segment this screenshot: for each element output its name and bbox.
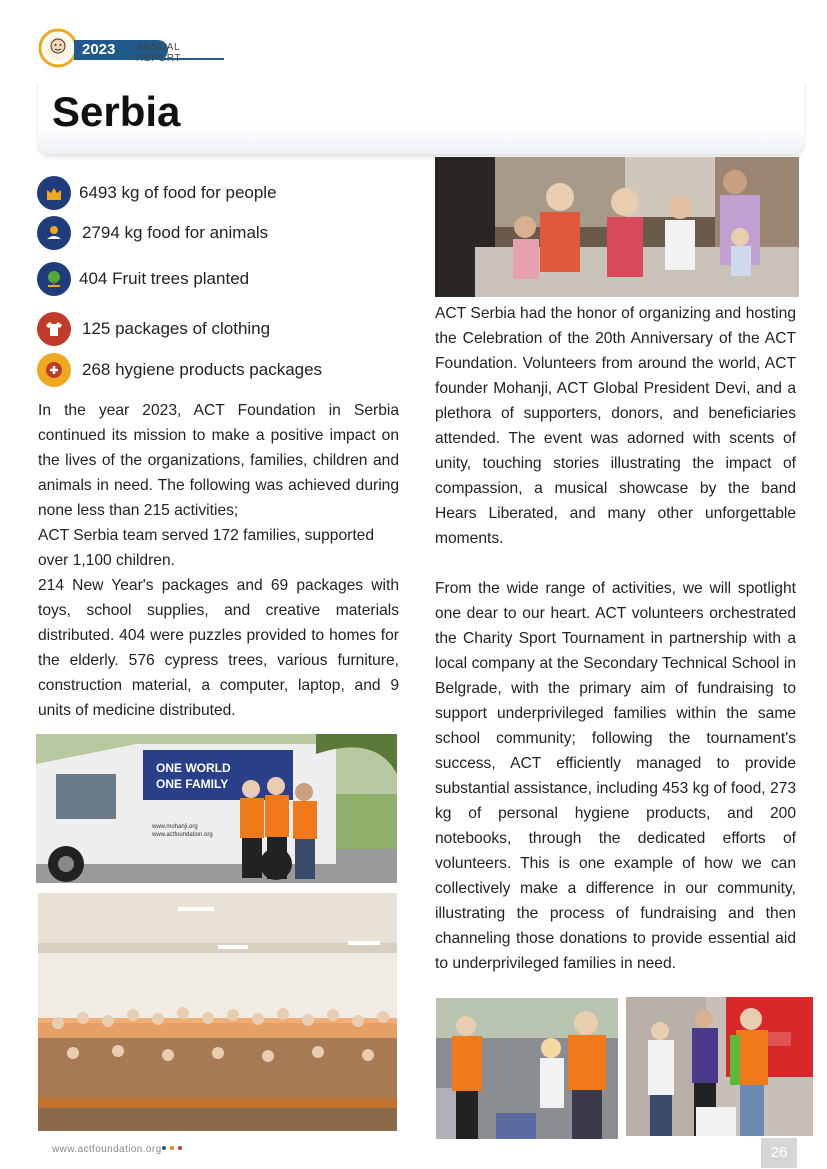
photo-volunteers-street	[436, 998, 618, 1139]
page-title: Serbia	[52, 88, 181, 135]
clothing-icon	[37, 312, 71, 346]
animal-food-icon	[37, 216, 71, 250]
paragraph: In the year 2023, ACT Foundation in Serbia continued its mission to make a positive impact on the lives of the organizations, families, children and animals in need. The following was achieved during none less than 215 activities;	[38, 402, 399, 519]
stat-hygiene	[37, 353, 322, 387]
footer-dot	[162, 1146, 166, 1150]
paragraph: ACT Serbia had the honor of organizing and hosting the Celebration of the 20th Anniversary of the ACT Foundation. Volunteers from around the world, ACT founder Mohanji, ACT Global President Devi, and a plethora of supporters, donors, and beneficiaries attended. The event was adorned with scents of unity, touching stories illustrating the impact of compassion, a musical showcase by the band Hears Liberated, and many other unforgettable moments.	[435, 305, 796, 547]
footer-dot	[178, 1146, 182, 1150]
paragraph: ACT Serbia team served 172 families, supported over 1,100 children.	[38, 527, 375, 569]
stat-food-animals	[37, 216, 268, 250]
van-banner-line2: ONE FAMILY	[156, 777, 229, 791]
left-body-text	[38, 398, 399, 723]
right-body-text	[435, 301, 796, 976]
header-divider	[134, 58, 224, 60]
paragraph: 214 New Year's packages and 69 packages with toys, school supplies, and creative materials distributed. 404 were puzzles provided to homes for the elderly. 576 cypress trees, various furniture, construction material, a computer, laptop, and 9 units of medicine distributed.	[38, 577, 399, 719]
photo-handshake	[626, 997, 813, 1136]
footer-url[interactable]: www.actfoundation.org	[52, 1144, 162, 1155]
stat-label: 6493 kg of food for people	[79, 183, 277, 202]
van-url-2: www.actfoundation.org	[152, 832, 213, 838]
photo-van-volunteers	[36, 734, 397, 883]
annual-report-label: ANNUAL	[136, 42, 180, 53]
stat-label: 2794 kg food for animals	[82, 223, 269, 242]
van-banner-line1: ONE WORLD	[156, 761, 231, 775]
act-foundation-logo	[38, 28, 78, 68]
footer-dot	[170, 1146, 174, 1150]
stat-label: 125 packages of clothing	[82, 319, 271, 338]
stat-trees	[37, 262, 249, 296]
stat-label: 268 hygiene products packages	[82, 360, 323, 379]
hygiene-icon	[37, 353, 71, 387]
stat-label: 404 Fruit trees planted	[79, 269, 250, 288]
van-url-1: www.mohanji.org	[152, 824, 198, 830]
paragraph: From the wide range of activities, we will spotlight one dear to our heart. ACT volunteers orchestrated the Charity Sport Tournament in partnership with a local company at the Secondary Technical School in Belgrade, with the primary aim of fundraising to support underprivileged families within the same school community; following the tournament's success, ACT efficiently managed to provide substantial assistance, including 453 kg of food, 273 kg of personal hygiene products, and 200 notebooks, through the dedicated efforts of volunteers. This is one example of how we can collectively make a difference in our community, illustrating the process of fundraising and then channeling those donations to provide essential aid to underprivileged families in need.	[435, 580, 796, 972]
stat-clothing	[37, 312, 270, 346]
footer-dots	[162, 1146, 182, 1150]
food-crown-icon	[37, 176, 71, 210]
year-badge: 2023	[74, 40, 168, 60]
photo-family-visit	[435, 157, 799, 297]
page-number: 26	[761, 1138, 797, 1168]
photo-group-tournament	[38, 893, 397, 1131]
tree-icon	[37, 262, 71, 296]
report-header	[38, 28, 228, 68]
stat-food-people	[37, 176, 277, 210]
